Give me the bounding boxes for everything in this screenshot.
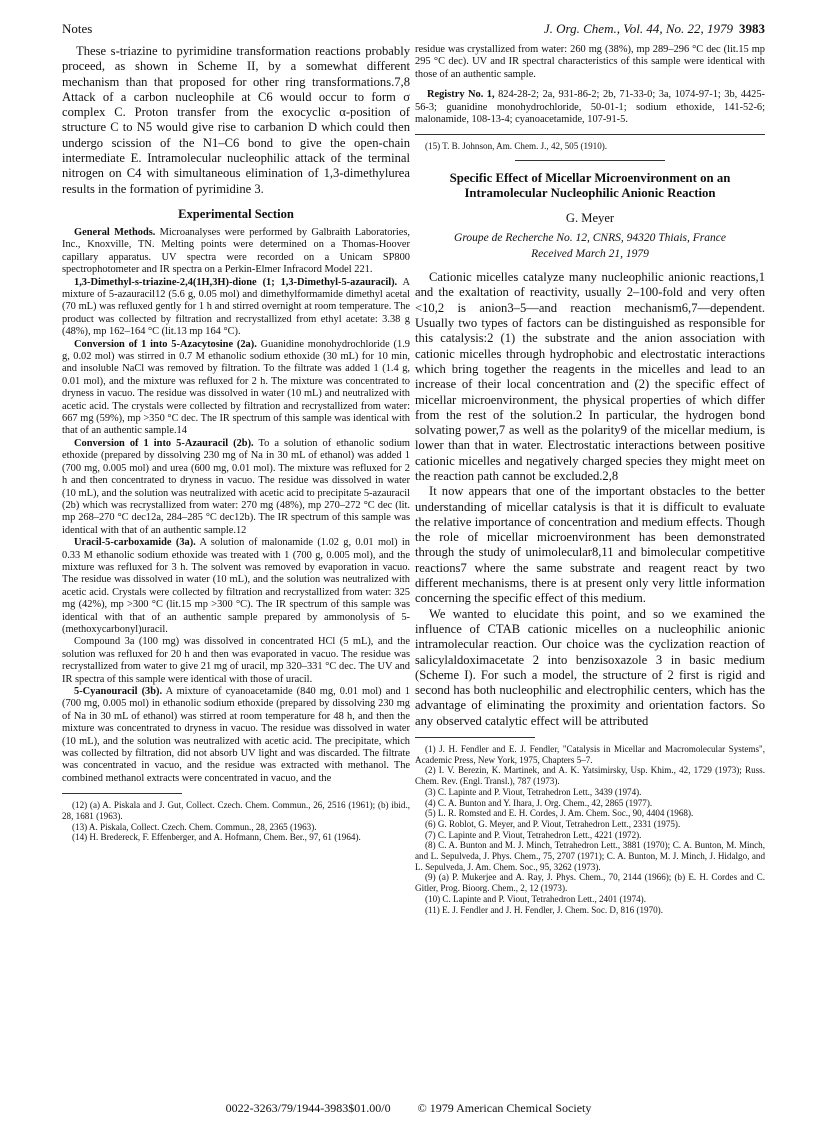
footnote: (6) G. Roblot, G. Meyer, and P. Viout, Tetrahedron Lett., 2331 (1975). [425,818,681,829]
running-header-journal [544,21,765,37]
footnote: (12) (a) A. Piskala and J. Gut, Collect. Czech. Chem. Commun., 26, 2516 (1961); (b) ibid., 28, 1681 (1963). [62,800,410,821]
footnote: (9) (a) P. Mukerjee and A. Ray, J. Phys. Chem., 70, 2144 (1966); (b) E. H. Cordes and C. Gitler, Prog. Bioorg. Chem., 2, 12 (1973). [415,872,765,894]
footnote: (5) L. R. Romsted and E. H. Cordes, J. Am. Chem. Soc., 90, 4404 (1968). [425,808,694,819]
footnote-divider [62,793,182,794]
intro-section [62,44,410,197]
article-body [415,270,765,729]
article-divider [515,160,665,161]
registry-numbers: Registry No. 1, 824-28-2; 2a, 931-86-2; 2b, 71-33-0; 3a, 1074-97-1; 3b, 4425-56-3; guanidine monohydrochloride, 50-01-1; sodium ethoxide, 141-52-6; malonamide, 108-13-4; cyanoacetamide, 107-91-5. [415,89,765,126]
received-date: Received March 21, 1979 [531,248,649,261]
exp-paragraph: 5-Cyanouracil (3b). A mixture of cyanoacetamide (840 mg, 0.01 mol) and 1 (700 mg, 0.005 mol) in ethanolic sodium ethoxide (prepared by dissolving 230 mg of Na in 30 mL of ethanol) was stirred at room temperature for 48 h, and then the mixture was concentrated to dryness in vacuo. The residue was dissolved in water (10 mL), and the solution was neutralized with acetic acid. The precipitate, which was collected by filtration, did not absorb UV light and was discarded. The filtrate was concentrated in vacuo, and the residue was extracted with methanol. The combined methanol extracts were concentrated in vacuo, and the [62,686,410,784]
right-footnotes [415,744,765,915]
footnote: (8) C. A. Bunton and M. J. Minch, Tetrahedron Lett., 3881 (1970); C. A. Bunton, M. Minch, and L. Sepulveda, J. Phys. Chem., 75, 2707 (1971); C. A. Bunton, M. J. Minch, J. Hidalgo, and L. Sepulveda, J. Am. Chem. Soc., 95, 3262 (1973). [415,840,765,872]
footnote: (2) I. V. Berezin, K. Martinek, and A. K. Yatsimirsky, Usp. Khim., 42, 1729 (1973); Russ. Chem. Rev. (Engl. Transl.), 787 (1973). [415,765,765,787]
exp-paragraph: Uracil-5-carboxamide (3a). A solution of malonamide (1.02 g, 0.01 mol) in 0.33 M ethanolic sodium ethoxide was treated with 1 (700 g, 0.005 mol), and the mixture was refluxed for 3 h. The solvent was removed by evaporation in vacuo. The residue was dissolved in water (10 mL), and the solution was neutralized with acetic acid. Crystals were collected by filtration and recrystallized from water: 325 mg (42%), mp >300 °C (lit.15 mp >300 °C). The IR spectrum of this sample was identical with that of an authentic sample prepared by ammonolysis of 5-(methoxycarbonyl)uracil. [62,537,410,635]
continuation-section [415,44,765,81]
footnote: (10) C. Lapinte and P. Viout, Tetrahedron Lett., 2401 (1974). [425,893,646,904]
body-paragraph: We wanted to elucidate this point, and so we examined the influence of CTAB cationic micelles on a nucleophilic anionic intramolecular reaction. Our choice was the cyclization reaction of salicylaldoximacetate 2 into benzisoxazole 3 in basic medium (Scheme I). For such a model, the structure of 2 first is rigid and second has both nucleophilic and electrophilic centers, which has the advantage of eliminating the proximity and orientation factors. So any observed catalytic effect will be attributed [415,606,765,728]
exp-paragraph: 1,3-Dimethyl-s-triazine-2,4(1H,3H)-dione (1; 1,3-Dimethyl-5-azauracil). A mixture of 5-azauracil12 (5.6 g, 0.05 mol) and dimethylformamide dimethyl acetal (70 mL) was refluxed gently for 1 h and stirred overnight at room temperature. The product was collected by filtration and recrystallized from ethyl acetate: 3.38 g (48%), mp 162–164 °C (lit.13 mp 164 °C). [62,276,411,338]
exp-paragraph: General Methods. Microanalyses were performed by Galbraith Laboratories, Inc., Knoxville, TN. Melting points were determined on a Thomas-Hoover capillary apparatus. UV spectra were recorded on a Unicam SP800 spectrophotometer and IR spectra on a Perkin-Elmer Infracord Model 221. [62,226,411,276]
article-title: Specific Effect of Micellar Microenvironment on an Intramolecular Nucleophilic Anionic Reaction [449,171,731,201]
running-header-section: Notes [62,21,93,36]
footnote-divider [415,737,535,738]
footnote: (13) A. Piskala, Collect. Czech. Chem. Commun., 28, 2365 (1963). [72,821,317,832]
left-footnotes [62,800,410,843]
body-paragraph: It now appears that one of the important obstacles to the better understanding of micellar catalysis is that it is difficult to evaluate the relative importance of concentration and medium effects. Though the role of micellar microenvironment has been demonstrated through the study of unimolecular8,11 and bimolecular competitive reactions7 where the same substrate and reagent react by two different mechanisms, there is at present only very little information concerning the specific effect of this medium. [415,484,765,606]
exp-paragraph: Conversion of 1 into 5-Azacytosine (2a). Guanidine monohydrochloride (1.9 g, 0.02 mol) was stirred in 0.7 M ethanolic sodium ethoxide (30 mL) for 10 min, and insoluble NaCl was removed by filtration. To the filtrate was added 1 (1.4 g, 0.01 mol), and the mixture was refluxed for 2 h. The mixture was concentrated to dryness in vacuo. The residue was dissolved in water (10 mL) and neutralized with acetic acid. The crystals were collected by filtration and recrystallized from water: 667 mg (59%), mp >350 °C dec. The IR spectrum of this sample was identical with that of an authentic sample.14 [62,338,410,437]
journal-citation: J. Org. Chem., Vol. 44, No. 22, 1979 [543,21,733,36]
copyright: © 1979 American Chemical Society [417,1101,592,1115]
footnote: (15) T. B. Johnson, Am. Chem. J., 42, 505 (1910). [425,141,608,152]
article-code: 0022-3263/79/1944-3983$01.00/0 [225,1101,391,1115]
exp-paragraph: Conversion of 1 into 5-Azauracil (2b). To a solution of ethanolic sodium ethoxide (prepared by dissolving 230 mg of Na in 30 mL of ethanol) was added 1 (700 mg, 0.005 mol) and urea (600 mg, 0.01 mol). The mixture was refluxed for 2 h and then concentrated to dryness in vacuo. The residue was dissolved in water (10 mL), and the solution was neutralized with acetic acid to precipitate 5-azauracil (2b) which was recrystallized from water: 270 mg (48%), mp 270–272 °C dec (lit. mp 268–270 °C dec12a, 284–285 °C dec12b). The IR spectrum of this sample was identical with that of an authentic sample.12 [62,437,410,536]
affiliation: Groupe de Recherche No. 12, CNRS, 94320 Thiais, France [454,232,726,245]
exp-paragraph: Compound 3a (100 mg) was dissolved in concentrated HCl (5 mL), and the solution was refluxed for 20 h and then was evaporated in vacuo. The residue was recrystallized from water to give 21 mg of uracil, mp 320–331 °C dec. The UV and IR spectra of this sample were identical with those of uracil. [62,636,410,685]
experimental-section [62,227,410,785]
footnote: (11) E. J. Fendler and J. H. Fendler, J. Chem. Soc. D, 816 (1970). [425,904,663,915]
footnote: (1) J. H. Fendler and E. J. Fendler, "Catalysis in Micellar and Macromolecular Systems", Academic Press, New York, 1975, Chapters 5–7. [415,744,765,765]
page-number: 3983 [739,21,765,36]
footnote: (7) C. Lapinte and P. Viout, Tetrahedron Lett., 4221 (1972). [425,829,642,840]
author: G. Meyer [565,211,615,226]
page-footer [0,1101,817,1116]
continuation-paragraph: residue was crystallized from water: 260 mg (38%), mp 289–296 °C dec (lit.15 mp 295 °C dec). UV and IR spectral characteristics of this sample were identical with those of an authentic sample. [415,44,765,80]
intro-paragraph: These s-triazine to pyrimidine transformation reactions probably proceed, as shown in Scheme II, by a somewhat different mechanism than that proposed for other ring transformations.7,8 Attack of a carbon nucleophile at C6 would occur to form σ complex C. Proton transfer from the exocyclic α-position of structure C to N5 would give rise to carbanion D which could then undergo scission of the N1–C6 bond to give the open-chain intermediate E. Intramolecular nucleophilic attack of the terminal nitrogen on C4 with simultaneous elimination of 1,3-dimethylurea results in the formation of pyrimidine 3. [62,44,410,196]
footnote: (14) H. Bredereck, F. Effenberger, and A. Hofmann, Chem. Ber., 97, 61 (1964). [72,832,361,843]
right-column [415,44,765,915]
footnote-divider [415,134,765,135]
body-paragraph: Cationic micelles catalyze many nucleophilic anionic reactions,1 and the exaltation of reactivity, usually 2–100-fold and very often <10,2 is anion3–5—and reaction mechanism6,7—dependent. Usually two types of factors can be distinguished as responsible for this catalysis:2 (1) the substrate and the anion association with cationic micelles through hydrophobic and electrostatic interactions which bring together the reagents in the micelles and lead to an increase of their local concentration and (2) the specific effect of micellar microenvironment, the physical properties of which differ from the rest of the solution.2 In particular, the hydrogen bond solvating power,7 as well as the polarity9 of the micellar medium, is lower than that in water. Electrostatic interactions between positive cationic micelles and negatively charged species they might meet on the reaction path cannot be excluded.2,8 [415,270,765,483]
footnote: (4) C. A. Bunton and Y. Ihara, J. Org. Chem., 42, 2865 (1977). [425,797,653,808]
section-title: Experimental Section [178,206,294,221]
footnote: (3) C. Lapinte and P. Viout, Tetrahedron Lett., 3439 (1974). [425,786,642,797]
left-column [62,44,410,843]
